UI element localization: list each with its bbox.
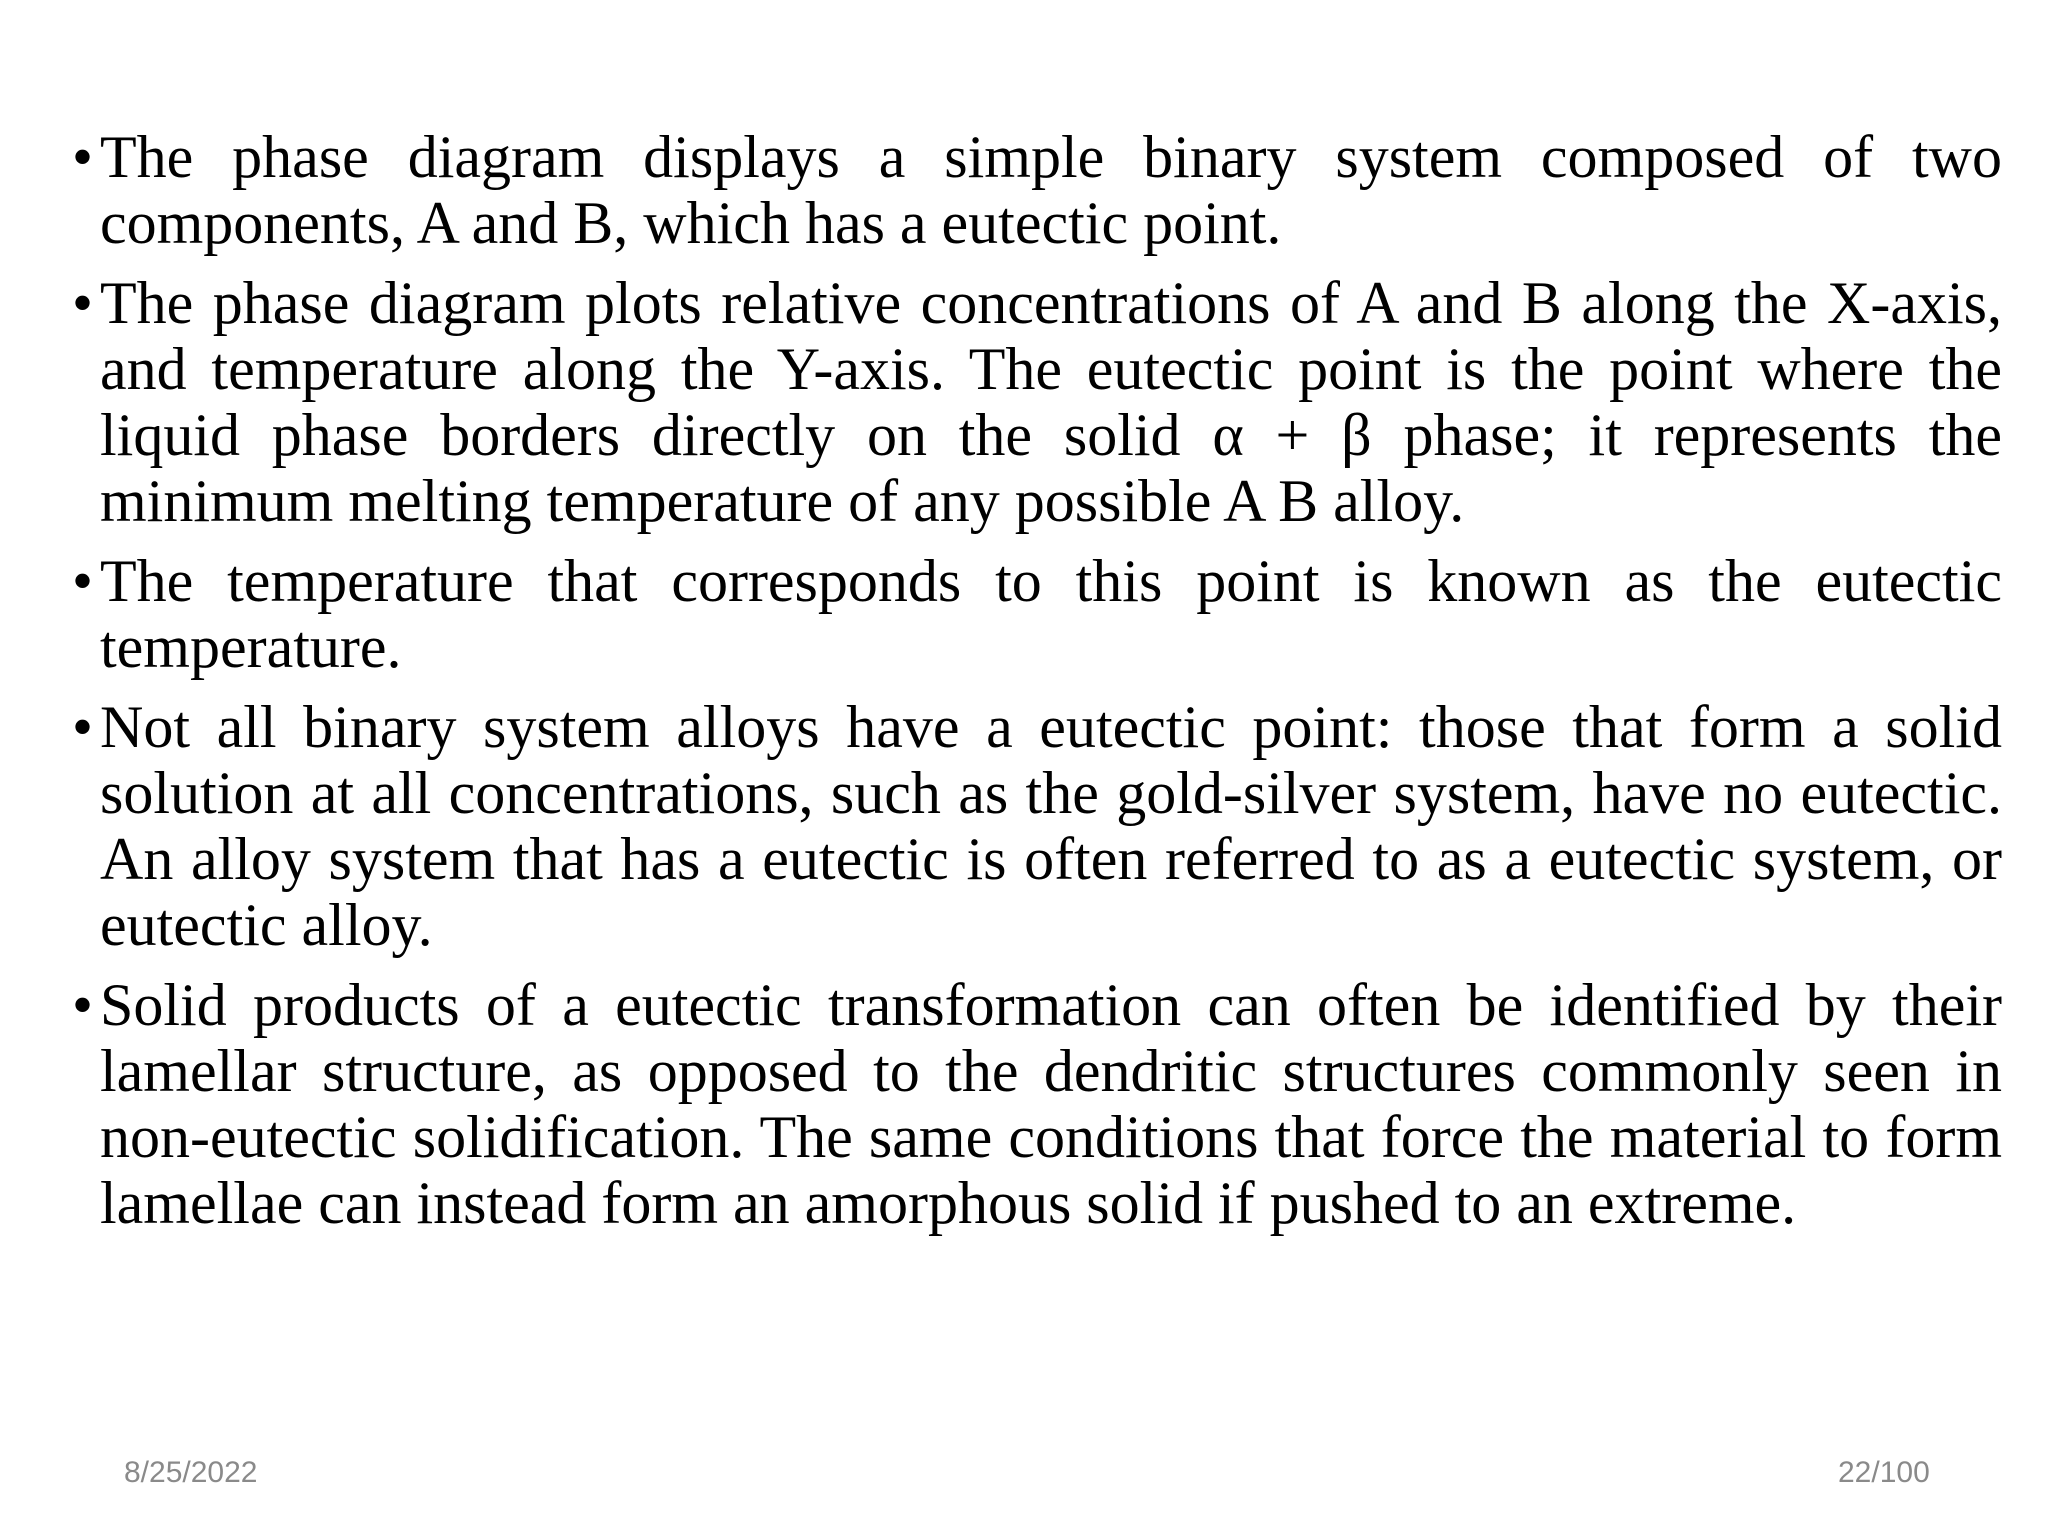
bullet-text: Not all binary system alloys have a eutectic point: those that form a solid solution at all concentrations, such as the gold-silver system, have no eutectic. An alloy system that has a eutectic is often referred to as a eutectic system, or eutectic alloy. (100, 694, 2002, 958)
bullet-item (72, 270, 2002, 534)
bullet-text: The phase diagram displays a simple binary system composed of two components, A and B, which has a eutectic point. (100, 124, 2002, 256)
footer-page-number: 22/100 (1838, 1456, 1930, 1489)
bullet-marker: • (72, 548, 94, 614)
bullet-marker: • (72, 694, 94, 760)
bullet-marker: • (72, 270, 94, 336)
bullet-item (72, 694, 2002, 958)
bullet-marker: • (72, 124, 94, 190)
bullet-item (72, 548, 2002, 680)
footer-date: 8/25/2022 (124, 1456, 258, 1489)
bullet-list (72, 124, 2002, 1250)
bullet-text: The phase diagram plots relative concentrations of A and B along the X-axis, and temperature along the Y-axis. The eutectic point is the point where the liquid phase borders directly on the solid α + β phase; it represents the minimum melting temperature of any possible A B alloy. (100, 270, 2002, 534)
bullet-text: The temperature that corresponds to this point is known as the eutectic temperature. (100, 548, 2002, 680)
bullet-item (72, 972, 2002, 1236)
bullet-item (72, 124, 2002, 256)
bullet-marker: • (72, 972, 94, 1038)
bullet-text: Solid products of a eutectic transformation can often be identified by their lamellar structure, as opposed to the dendritic structures commonly seen in non-eutectic solidification. The same conditions that force the material to form lamellae can instead form an amorphous solid if pushed to an extreme. (100, 972, 2002, 1236)
